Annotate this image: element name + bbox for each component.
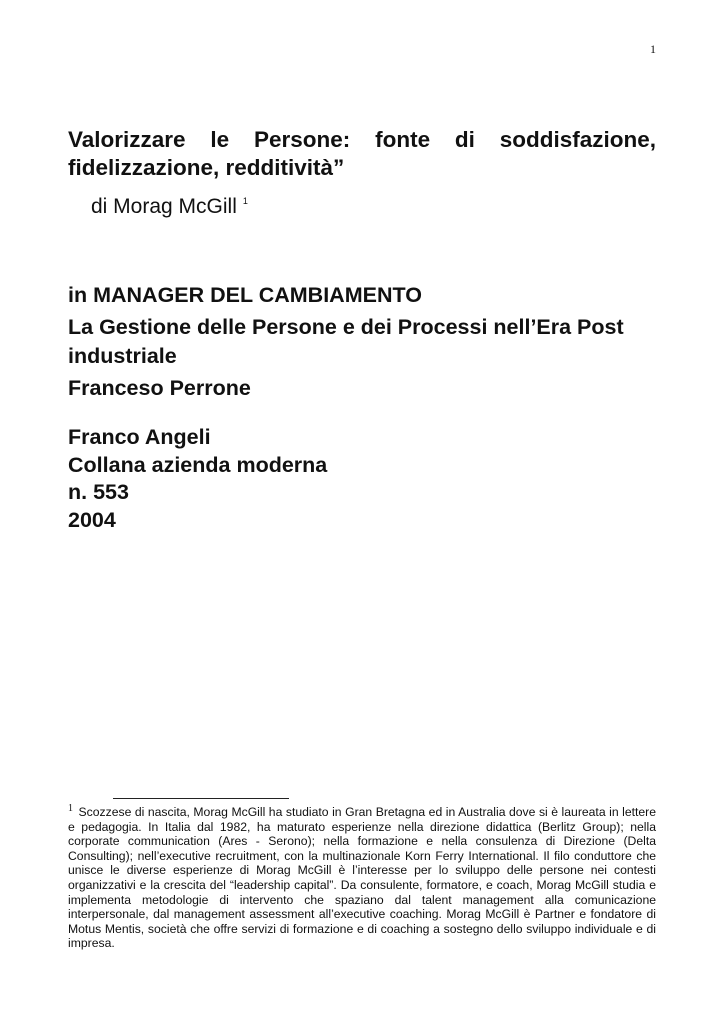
publication-info [68, 424, 327, 534]
author-line [91, 188, 248, 220]
publisher: Franco Angeli [68, 425, 211, 449]
footnote-reference[interactable]: 1 [242, 196, 248, 206]
book-editor: Franceso Perrone [68, 376, 251, 400]
publication-year: 2004 [68, 507, 116, 532]
article-title: Valorizzare le Persone: fonte di soddisfazione, fidelizzazione, redditività” [68, 127, 656, 180]
footnote-marker: 1 [68, 803, 73, 814]
page-number: 1 [650, 42, 656, 56]
collection: Collana azienda moderna [68, 452, 328, 477]
book-info [68, 281, 668, 403]
footnote-text: Scozzese di nascita, Morag McGill ha studiato in Gran Bretagna ed in Australia dove si è laureata in lettere e pedagogia. In Italia dal 1982, ha maturato esperienze nella direzione didattica (Berlitz Group); nella corporate communication (Ares - Serono); nella formazione e nella consulenza di Direzione (Delta Consulting); nell’executive recruitment, con la multinazionale Korn Ferry International. Il filo conduttore che unisce le diverse esperienze di Morag McGill è l’interesse per lo sviluppo delle persone nei contesti organizzativi e la crescita del “leadership capital”. Da consulente, formatore, e coach, Morag McGill studia e implementa metodologie di intervento che spaziano dal talent management alla comunicazione interpersonale, dal management assessment all’executive coaching. Morag McGill è Partner e fondatore di Motus Mentis, società che offre servizi di formazione e di coaching a sostegno dello sviluppo individuale e di impresa. [68, 805, 656, 951]
footnote-divider [113, 798, 289, 799]
footnote [68, 802, 656, 951]
book-series-line: in MANAGER DEL CAMBIAMENTO [68, 283, 422, 307]
book-subtitle: La Gestione delle Persone e dei Processi nell’Era Post industriale [68, 315, 624, 368]
author-name: di Morag McGill [91, 195, 237, 218]
issue-number: n. 553 [68, 480, 129, 504]
